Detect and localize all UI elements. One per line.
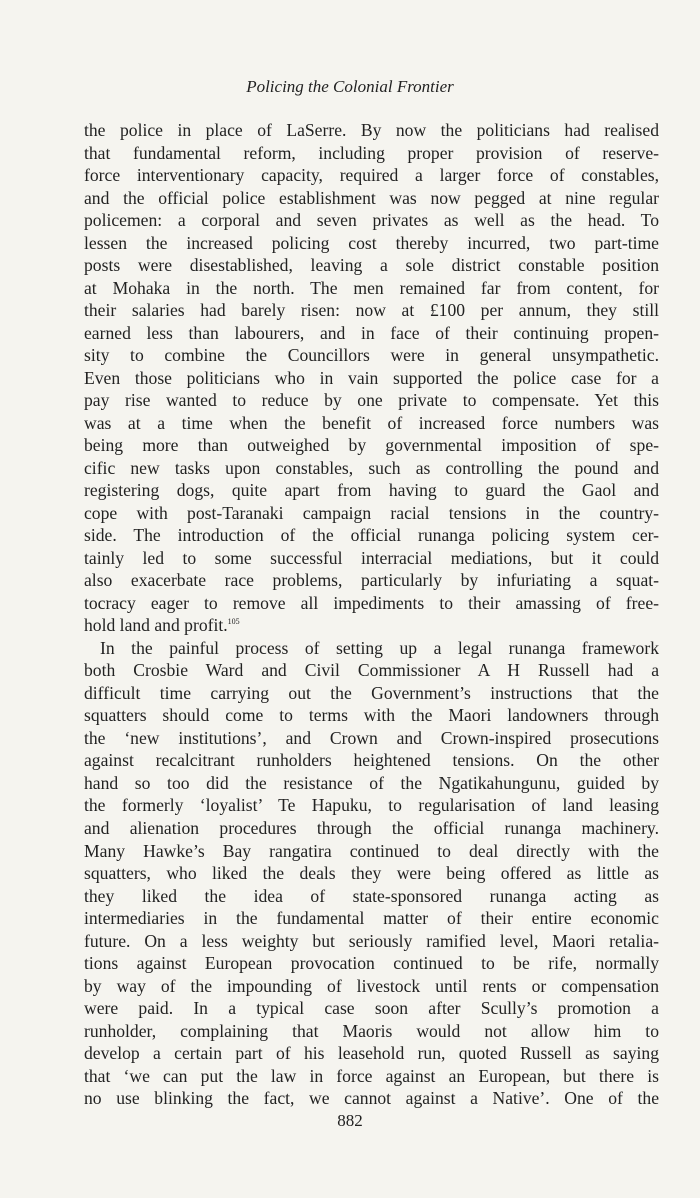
text-line: develop a certain part of his leasehold run, quoted Russell as saying <box>84 1043 659 1064</box>
text-line: Many Hawke’s Bay rangatira continued to deal directly with the <box>84 840 659 861</box>
text-line: by way of the impounding of livestock until rents or compensation <box>84 975 659 996</box>
text-line: difficult time carrying out the Government’s instructions that the <box>84 682 659 703</box>
text-line: posts were disestablished, leaving a sole district constable position <box>84 255 659 276</box>
text-line: no use blinking the fact, we cannot against a Native’. One of the <box>84 1088 659 1109</box>
text-line-content: hold land and profit. <box>84 615 228 636</box>
text-line: at Mohaka in the north. The men remained far from content, for <box>84 277 659 298</box>
body-text <box>84 119 659 1110</box>
text-line: earned less than labourers, and in face of their continuing propen- <box>84 322 659 343</box>
text-line: was at a time when the benefit of increased force numbers was <box>84 412 659 433</box>
text-line: pay rise wanted to reduce by one private to compensate. Yet this <box>84 390 659 411</box>
text-line: and alienation procedures through the official runanga machinery. <box>84 817 659 838</box>
text-line: policemen: a corporal and seven privates as well as the head. To <box>84 210 659 231</box>
text-line: In the painful process of setting up a legal runanga framework <box>100 637 659 658</box>
text-line: being more than outweighed by governmental imposition of spe- <box>84 435 659 456</box>
text-line: squatters should come to terms with the Maori landowners through <box>84 705 659 726</box>
text-line: the ‘new institutions’, and Crown and Crown-inspired prosecutions <box>84 727 659 748</box>
text-line: the police in place of LaSerre. By now the politicians had realised <box>84 120 659 140</box>
text-line: cific new tasks upon constables, such as controlling the pound and <box>84 457 659 478</box>
paragraph-2 <box>84 637 659 1110</box>
text-line: registering dogs, quite apart from having to guard the Gaol and <box>84 480 659 501</box>
text-line: both Crosbie Ward and Civil Commissioner A H Russell had a <box>84 660 659 681</box>
text-line <box>84 614 659 637</box>
text-line: against recalcitrant runholders heightened tensions. On the other <box>84 750 659 771</box>
text-line: that fundamental reform, including proper provision of reserve- <box>84 142 659 163</box>
text-line: future. On a less weighty but seriously ramified level, Maori retalia- <box>84 930 659 951</box>
text-line: lessen the increased policing cost thereby incurred, two part-time <box>84 232 659 253</box>
page-number: 882 <box>337 1111 363 1130</box>
text-line: were paid. In a typical case soon after Scully’s promotion a <box>84 998 659 1019</box>
text-line: Even those politicians who in vain supported the police case for a <box>84 367 659 388</box>
running-head: Policing the Colonial Frontier <box>246 77 454 96</box>
text-line: cope with post-Taranaki campaign racial tensions in the country- <box>84 502 659 523</box>
text-line: tions against European provocation continued to be rife, normally <box>84 953 659 974</box>
text-line: squatters, who liked the deals they were being offered as little as <box>84 863 659 884</box>
paragraph-1 <box>84 119 659 637</box>
text-line: their salaries had barely risen: now at £100 per annum, they still <box>84 300 659 321</box>
text-line: side. The introduction of the official runanga policing system cer- <box>84 525 659 546</box>
text-line: and the official police establishment was now pegged at nine regular <box>84 187 659 208</box>
text-line: that ‘we can put the law in force against an European, but there is <box>84 1065 659 1086</box>
text-line: intermediaries in the fundamental matter of their entire economic <box>84 908 659 929</box>
text-line: also exacerbate race problems, particularly by infuriating a squat- <box>84 570 659 591</box>
text-line: force interventionary capacity, required a larger force of constables, <box>84 165 659 186</box>
text-line: tocracy eager to remove all impediments to their amassing of free- <box>84 592 659 613</box>
footnote-reference[interactable]: 105 <box>227 617 240 627</box>
text-line: they liked the idea of state-sponsored runanga acting as <box>84 885 659 906</box>
text-line: sity to combine the Councillors were in general unsympathetic. <box>84 345 659 366</box>
text-line: tainly led to some successful interracial mediations, but it could <box>84 547 659 568</box>
text-line: hand so too did the resistance of the Ngatikahungunu, guided by <box>84 772 659 793</box>
text-line: runholder, complaining that Maoris would not allow him to <box>84 1020 659 1041</box>
text-line: the formerly ‘loyalist’ Te Hapuku, to regularisation of land leasing <box>84 795 659 816</box>
